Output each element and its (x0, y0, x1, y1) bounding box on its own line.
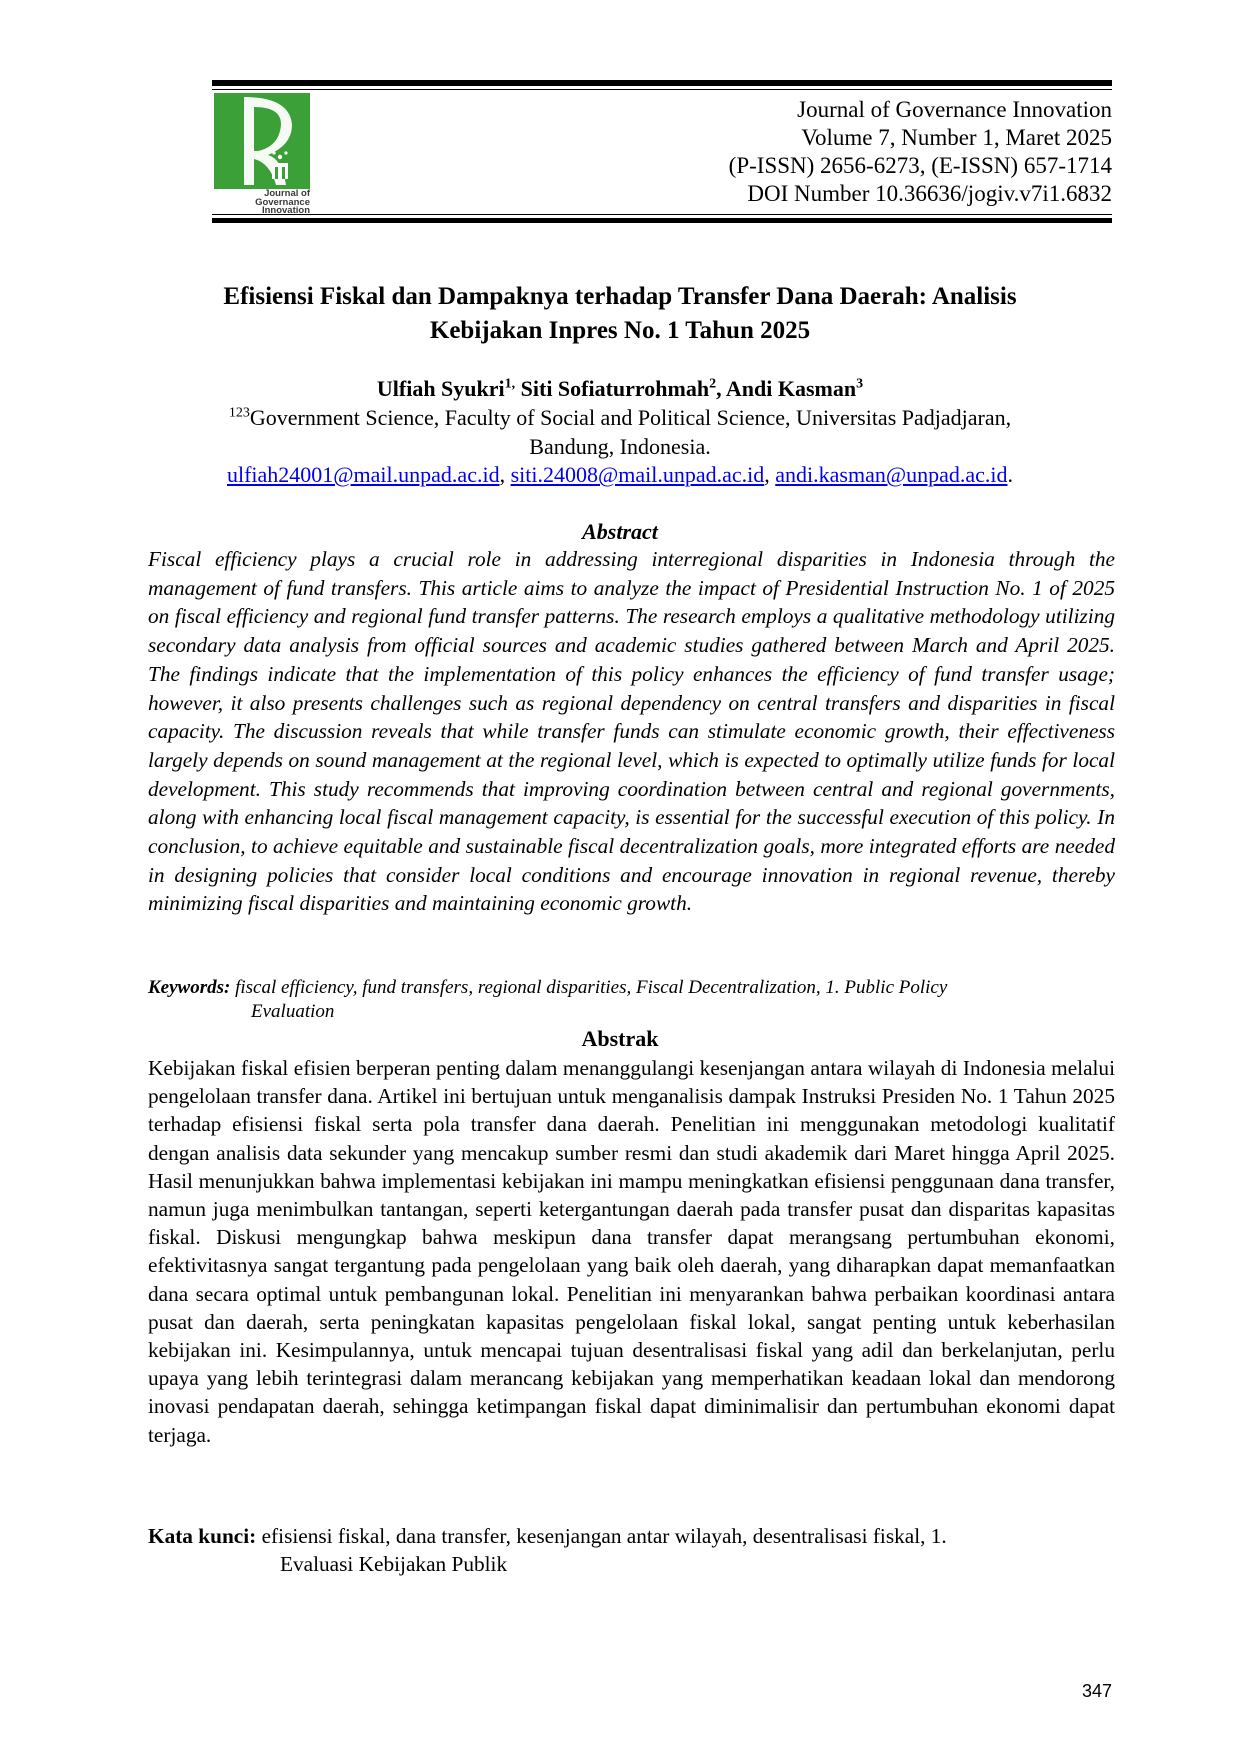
kata-kunci-line2: Evaluasi Kebijakan Publik (280, 1552, 508, 1576)
author-name: Ulfiah Syukri (376, 376, 505, 401)
keywords-line1: fiscal efficiency, fund transfers, regional disparities, Fiscal Decentralization, 1. Public Policy (235, 977, 948, 998)
keywords-en (148, 976, 1115, 1024)
email-sep: , (499, 462, 511, 487)
article-title-line2: Kebijakan Inpres No. 1 Tahun 2025 (429, 317, 811, 344)
author-name: Siti Sofiaturrohmah (520, 376, 710, 401)
author-sep: , (716, 376, 726, 401)
article-title (140, 280, 1100, 348)
email-link[interactable]: ulfiah24001@mail.unpad.ac.id (226, 462, 500, 487)
abstract-text: Fiscal efficiency plays a crucial role in addressing interregional disparities in Indonesia through the management of fund transfers. This article aims to analyze the impact of Presidential Instruction No. 1 of 2025 on fiscal efficiency and regional fund transfer patterns. The research employs a qualitative methodology utilizing secondary data analysis from official sources and academic studies gathered between March and April 2025. The findings indicate that the implementation of this policy enhances the efficiency of fund transfer usage; however, it also presents challenges such as regional dependency on central transfers and disparities in fiscal capacity. The discussion reveals that while transfer funds can stimulate economic growth, their effectiveness largely depends on sound management at the regional level, which is expected to optimally utilize funds for local development. This study recommends that improving coordination between central and regional governments, along with enhancing local fiscal management capacity, is essential for the successful execution of this policy. In conclusion, to achieve equitable and sustainable fiscal decentralization goals, more integrated efforts are needed in designing policies that consider local conditions and encourage innovation in regional revenue, thereby minimizing fiscal disparities and maintaining economic growth. (148, 547, 1115, 916)
page-number: 347 (1081, 1681, 1112, 1701)
affiliation (140, 403, 1100, 461)
journal-info (729, 96, 1112, 208)
abstract-heading: Abstract (582, 519, 658, 544)
abstrak-heading: Abstrak (581, 1026, 659, 1051)
kata-kunci-label: Kata kunci: (148, 1524, 257, 1548)
logo-caption-line3: Innovation (261, 205, 310, 216)
affiliation-sup: 123 (228, 405, 250, 421)
journal-logo (214, 93, 310, 219)
header-rule-bottom (212, 218, 1112, 223)
affiliation-line1: Government Science, Faculty of Social and Political Science, Universitas Padjadjaran, (249, 405, 1012, 430)
journal-issn: (P-ISSN) 2656-6273, (E-ISSN) 657-1714 (728, 153, 1112, 178)
logo-caption-line2: Governance (255, 196, 310, 208)
header-rule-top (212, 80, 1112, 86)
header-rule-top-thin (212, 89, 1112, 90)
logo-caption-line1: Journal of (264, 188, 310, 199)
author-sup: 1, (504, 376, 516, 392)
author-emails (140, 461, 1100, 489)
email-link[interactable]: siti.24008@mail.unpad.ac.id (510, 462, 765, 487)
email-sep: , (764, 462, 776, 487)
abstrak-text: Kebijakan fiskal efisien berperan penting dalam menanggulangi kesenjangan antara wilayah di Indonesia melalui pengelolaan transfer dana. Artikel ini bertujuan untuk menganalisis dampak Instruksi Presiden No. 1 Tahun 2025 terhadap efisiensi fiskal serta pola transfer dana daerah. Penelitian ini menggunakan metodologi kualitatif dengan analisis data sekunder yang mencakup sumber resmi dan studi akademik dari Maret hingga April 2025. Hasil menunjukkan bahwa implementasi kebijakan ini mampu meningkatkan efisiensi penggunaan dana transfer, namun juga menimbulkan tantangan, seperti ketergantungan daerah pada transfer pusat dan disparitas kapasitas fiskal. Diskusi mengungkap bahwa meskipun dana transfer dapat merangsang pertumbuhan ekonomi, efektivitasnya sangat tergantung pada pengelolaan yang baik oleh daerah, yang diharapkan dapat memanfaatkan dana secara optimal untuk pembangunan lokal. Penelitian ini menyarankan bahwa perbaikan koordinasi antara pusat dan daerah, serta peningkatan kapasitas pengelolaan fiskal lokal, sangat penting untuk keberhasilan kebijakan ini. Kesimpulannya, untuk mencapai tujuan desentralisasi fiskal yang adil dan berkelanjutan, perlu upaya yang lebih terintegrasi dalam merancang kebijakan yang memperhatikan keadaan lokal dan mendorong inovasi pendapatan daerah, sehingga ketimpangan fiskal dapat diminimalisir dan pertumbuhan ekonomi dapat terjaga. (148, 1056, 1115, 1447)
kata-kunci-line1: efisiensi fiskal, dana transfer, kesenjangan antar wilayah, desentralisasi fiskal, 1. (261, 1524, 947, 1548)
header-rule-bottom-thin (212, 214, 1112, 215)
affiliation-line2: Bandung, Indonesia. (529, 434, 711, 459)
author-sup: 2 (709, 376, 717, 392)
keywords-label: Keywords: (148, 977, 231, 998)
kata-kunci (148, 1522, 1115, 1578)
email-end: . (1007, 462, 1013, 487)
email-link[interactable]: andi.kasman@unpad.ac.id (775, 462, 1008, 487)
author-list (140, 375, 1100, 403)
journal-name: Journal of Governance Innovation (797, 97, 1112, 122)
keywords-line2: Evaluation (251, 1001, 335, 1022)
article-title-line1: Efisiensi Fiskal dan Dampaknya terhadap Transfer Dana Daerah: Analisis (223, 283, 1017, 310)
journal-doi: DOI Number 10.36636/jogiv.v7i1.6832 (747, 181, 1112, 206)
author-sup: 3 (856, 376, 864, 392)
logo-caption (214, 190, 310, 216)
journal-volume: Volume 7, Number 1, Maret 2025 (801, 125, 1112, 150)
journal-logo-icon (214, 93, 310, 189)
author-name: Andi Kasman (725, 376, 857, 401)
